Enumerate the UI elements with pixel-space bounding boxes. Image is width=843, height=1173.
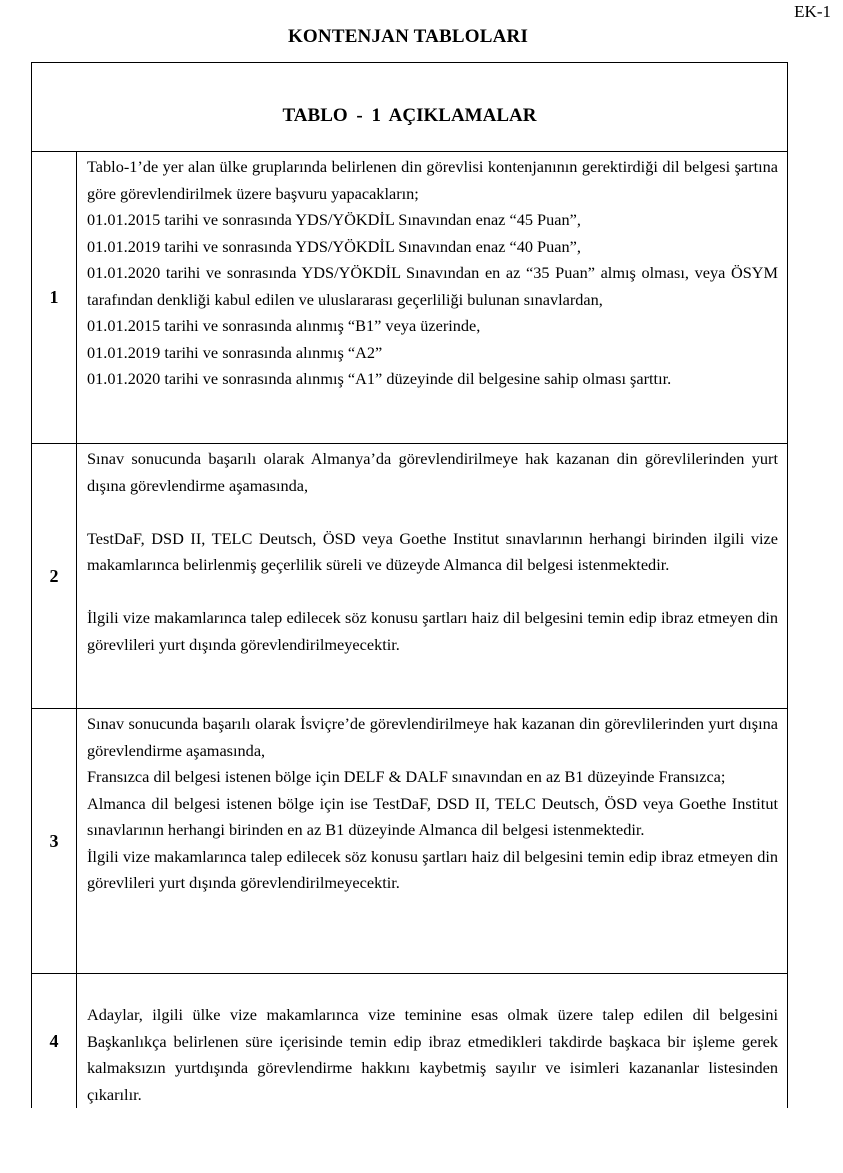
explanations-table — [31, 62, 788, 1108]
row-text: 01.01.2019 tarihi ve sonrasında alınmış “A2” — [87, 342, 383, 362]
row-text: Sınav sonucunda başarılı olarak Almanya’da görevlendirilmeye hak kazanan din görevlilerinden yurt dışına görevlendirme aşamasında, — [87, 449, 778, 495]
row-number: 2 — [32, 444, 77, 708]
row-number: 1 — [32, 152, 77, 443]
row-text: Sınav sonucunda başarılı olarak İsviçre’de görevlendirilmeye hak kazanan din görevlilerinden yurt dışına görevlendirme aşamasında, — [87, 714, 778, 760]
row-content — [77, 154, 787, 393]
row-text: Adaylar, ilgili ülke vize makamlarınca vize teminine esas olmak üzere talep edilen dil belgesini Başkanlıkça belirlenen süre içerisinde temin edip ibraz etmedikleri takdirde başkaca bir işleme gerek kalmaksızın yurtdışında görevlendirme hakkını kaybetmiş sayılır ve isimleri kazananlar listesinden çıkarılır. — [87, 1005, 778, 1104]
row-text: 01.01.2015 tarihi ve sonrasında YDS/YÖKDİL Sınavından enaz “45 Puan”, — [87, 210, 581, 229]
row-content — [77, 711, 787, 897]
paragraph-gap — [87, 579, 778, 606]
table-row — [32, 709, 787, 974]
row-content — [77, 1002, 787, 1108]
row-number: 4 — [32, 974, 77, 1108]
annex-label: EK-1 — [794, 2, 831, 21]
row-text: 01.01.2020 tarihi ve sonrasında alınmış “A1” düzeyinde dil belgesine sahip olması şarttır. — [87, 369, 672, 388]
table-heading-text: TABLO - 1 AÇIKLAMALAR — [282, 105, 537, 126]
paragraph-gap — [87, 499, 778, 526]
table-row — [32, 974, 787, 1108]
row-text: 01.01.2020 tarihi ve sonrasında YDS/YÖKDİL Sınavından en az “35 Puan” almış olması, veya ÖSYM tarafından denkliği kabul edilen ve uluslararası geçerliliği bulunan sınavlardan, — [87, 263, 778, 309]
row-number: 3 — [32, 709, 77, 973]
row-text: İlgili vize makamlarınca talep edilecek söz konusu şartları haiz dil belgesini temin edip ibraz etmeyen din görevlileri yurt dışında görevlendirilmeyecektir. — [87, 608, 778, 654]
row-text: 01.01.2015 tarihi ve sonrasında alınmış “B1” veya üzerinde, — [87, 316, 481, 335]
table-row — [32, 444, 787, 709]
row-text: İlgili vize makamlarınca talep edilecek söz konusu şartları haiz dil belgesini temin edip ibraz etmeyen din görevlileri yurt dışında görevlendirilmeyecektir. — [87, 846, 778, 892]
table-row — [32, 152, 787, 444]
row-content — [77, 446, 787, 658]
row-text: Tablo-1’de yer alan ülke gruplarında belirlenen din görevlisi kontenjanının gerektirdiği dil belgesi şartına göre görevlendirilmek üzere başvuru yapacakların; — [87, 157, 778, 203]
document-title: KONTENJAN TABLOLARI — [287, 26, 529, 47]
table-heading — [32, 63, 787, 152]
row-text: Fransızca dil belgesi istenen bölge için DELF & DALF sınavından en az B1 düzeyinde Fransızca; — [87, 767, 726, 786]
row-text: 01.01.2019 tarihi ve sonrasında YDS/YÖKDİL Sınavından enaz “40 Puan”, — [87, 236, 581, 256]
row-text: TestDaF, DSD II, TELC Deutsch, ÖSD veya Goethe Institut sınavlarının herhangi birinden ilgili vize makamlarınca belirlenmiş geçerlilik süreli ve düzeyde Almanca dil belgesi istenmektedir. — [87, 528, 778, 574]
row-text: Almanca dil belgesi istenen bölge için ise TestDaF, DSD II, TELC Deutsch, ÖSD veya Goethe Institut sınavlarının herhangi birinden en az B1 düzeyinde Almanca dil belgesi istenmektedir. — [87, 793, 778, 839]
